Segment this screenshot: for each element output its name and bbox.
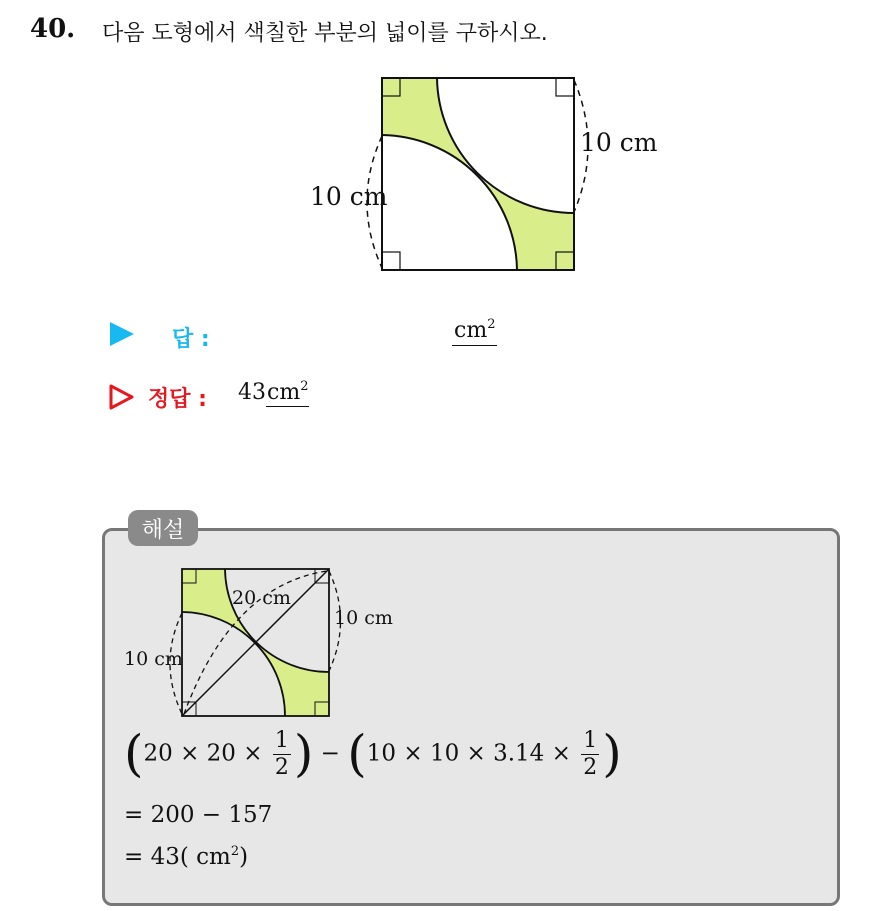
problem-figure xyxy=(300,70,680,280)
fraction-1 xyxy=(273,728,291,781)
answer-field[interactable] xyxy=(452,318,497,346)
right-angle-mark xyxy=(556,78,574,96)
paren-close: ) xyxy=(602,724,622,783)
formula-line-2: = 200 − 157 xyxy=(124,802,273,828)
right-angle-mark xyxy=(382,252,400,270)
shaded-region-top xyxy=(382,78,477,175)
side-label-left: 10 cm xyxy=(124,648,183,670)
formula-minus: − xyxy=(320,740,340,767)
formula-line-3 xyxy=(124,844,248,870)
fraction-1-denominator: 2 xyxy=(274,755,289,780)
fraction-1-numerator: 1 xyxy=(274,728,289,753)
fraction-2-numerator: 1 xyxy=(583,728,598,753)
formula-result: = 43( xyxy=(124,844,189,870)
formula-line-1 xyxy=(124,724,622,783)
question-number: 40. xyxy=(30,14,76,44)
diagonal-label: 20 cm xyxy=(232,587,291,609)
side-label-left: 10 cm xyxy=(310,182,388,211)
explanation-figure xyxy=(110,560,410,725)
paren-close: ) xyxy=(293,724,314,783)
correct-answer-value xyxy=(238,380,309,405)
fraction-2 xyxy=(581,728,599,781)
correct-answer-label: 정답 : xyxy=(148,387,207,412)
correct-unit-wrap xyxy=(266,380,309,407)
shaded-region-bottom xyxy=(255,642,329,716)
paren-open: ( xyxy=(347,724,367,783)
correct-unit: cm xyxy=(267,380,301,405)
side-label-right: 10 cm xyxy=(580,128,658,157)
answer-unit-exponent: 2 xyxy=(487,317,496,332)
answer-unit: cm xyxy=(454,318,488,343)
arc-top-right xyxy=(437,78,574,213)
arc-bottom-left xyxy=(382,135,517,270)
paren-open: ( xyxy=(124,724,144,783)
formula-part-2: 10 × 10 × 3.14 × xyxy=(366,740,571,767)
formula-result-exponent: 2 xyxy=(230,844,240,859)
answer-label: 답 : xyxy=(172,327,210,352)
formula-part-1: 20 × 20 × xyxy=(143,740,263,767)
correct-unit-exponent: 2 xyxy=(300,379,309,394)
correct-marker-icon xyxy=(108,383,136,411)
shaded-region-bottom xyxy=(477,175,574,270)
correct-number: 43 xyxy=(238,380,266,405)
explanation-tag: 해설 xyxy=(128,510,198,546)
formula-result-close: ) xyxy=(239,844,249,870)
side-label-right: 10 cm xyxy=(334,607,393,629)
answer-marker-icon xyxy=(110,322,134,346)
fraction-2-denominator: 2 xyxy=(583,755,598,780)
question-text: 다음 도형에서 색칠한 부분의 넓이를 구하시오. xyxy=(102,21,548,46)
formula-result-unit: cm xyxy=(188,844,231,870)
